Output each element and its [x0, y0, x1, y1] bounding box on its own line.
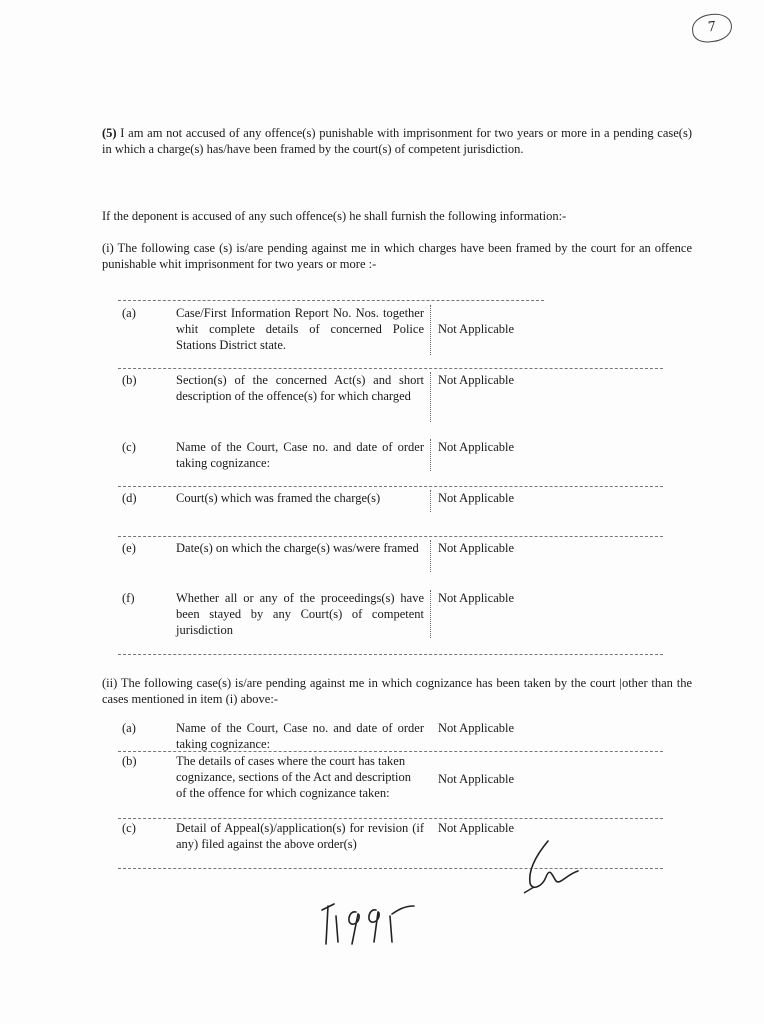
row-value: Not Applicable: [438, 491, 515, 505]
row-label: (b): [122, 754, 137, 768]
row-value: Not Applicable: [438, 322, 515, 336]
paragraph-if-accused: If the deponent is accused of any such offence(s) he shall furnish the following information:-: [102, 209, 567, 223]
row-value: Not Applicable: [438, 541, 515, 555]
row-description: Court(s) which was framed the charge(s): [176, 491, 381, 505]
paragraph-5-number: (5): [102, 126, 117, 140]
row-label: (f): [122, 591, 135, 605]
table-rule: [118, 536, 663, 537]
row-value: Not Applicable: [438, 440, 515, 454]
table-rule: [118, 300, 544, 301]
paragraph-i: (i) The following case (s) is/are pending against me in which charges have been framed by the court for an offence punishable whit imprisonment for two years or more :-: [102, 241, 692, 271]
column-separator: [430, 590, 431, 638]
row-label: (b): [122, 373, 137, 387]
row-description: Detail of Appeal(s)/application(s) for revision (if any) filed against the above order(s): [176, 821, 424, 851]
row-value: Not Applicable: [438, 821, 515, 835]
table-rule: [118, 368, 663, 369]
row-value: Not Applicable: [438, 591, 515, 605]
row-label: (c): [122, 821, 136, 835]
handwritten-date: [318, 902, 418, 950]
column-separator: [430, 372, 431, 422]
row-value: Not Applicable: [438, 373, 515, 387]
table-rule: [118, 654, 663, 655]
row-description: Whether all or any of the proceedings(s) have been stayed by any Court(s) of competent jurisdiction: [176, 591, 424, 637]
row-value: Not Applicable: [438, 721, 515, 735]
column-separator: [430, 439, 431, 471]
row-label: (a): [122, 306, 136, 320]
row-label: (c): [122, 440, 136, 454]
paragraph-ii: (ii) The following case(s) is/are pending against me in which cognizance has been taken by the court |other than the cases mentioned in item (i) above:-: [102, 676, 692, 706]
row-description: Case/First Information Report No. Nos. together whit complete details of concerned Police Stations District state.: [176, 306, 424, 352]
row-label: (e): [122, 541, 136, 555]
column-separator: [430, 490, 431, 512]
row-description: Name of the Court, Case no. and date of order taking cognizance:: [176, 721, 424, 751]
row-label: (d): [122, 491, 137, 505]
column-separator: [430, 305, 431, 355]
column-separator: [430, 540, 431, 572]
table-rule: [118, 818, 663, 819]
paragraph-5: [102, 125, 692, 157]
table-rule: [118, 486, 663, 487]
table-rule: [118, 751, 663, 752]
paragraph-5-text: I am am not accused of any offence(s) punishable with imprisonment for two years or more in a pending case(s) in which a charge(s) has/have been framed by the court(s) of competent jurisdiction.: [102, 126, 692, 156]
row-description: Date(s) on which the charge(s) was/were framed: [176, 541, 419, 555]
page-number: 7: [691, 12, 734, 44]
row-description: Section(s) of the concerned Act(s) and short description of the offence(s) for which charged: [176, 373, 424, 403]
row-value: Not Applicable: [438, 772, 515, 786]
row-description: Name of the Court, Case no. and date of order taking cognizance:: [176, 440, 424, 470]
row-description: The details of cases where the court has taken cognizance, sections of the Act and description of the offence for which cognizance taken:: [176, 754, 411, 800]
signature-mark: [516, 835, 586, 897]
row-label: (a): [122, 721, 136, 735]
